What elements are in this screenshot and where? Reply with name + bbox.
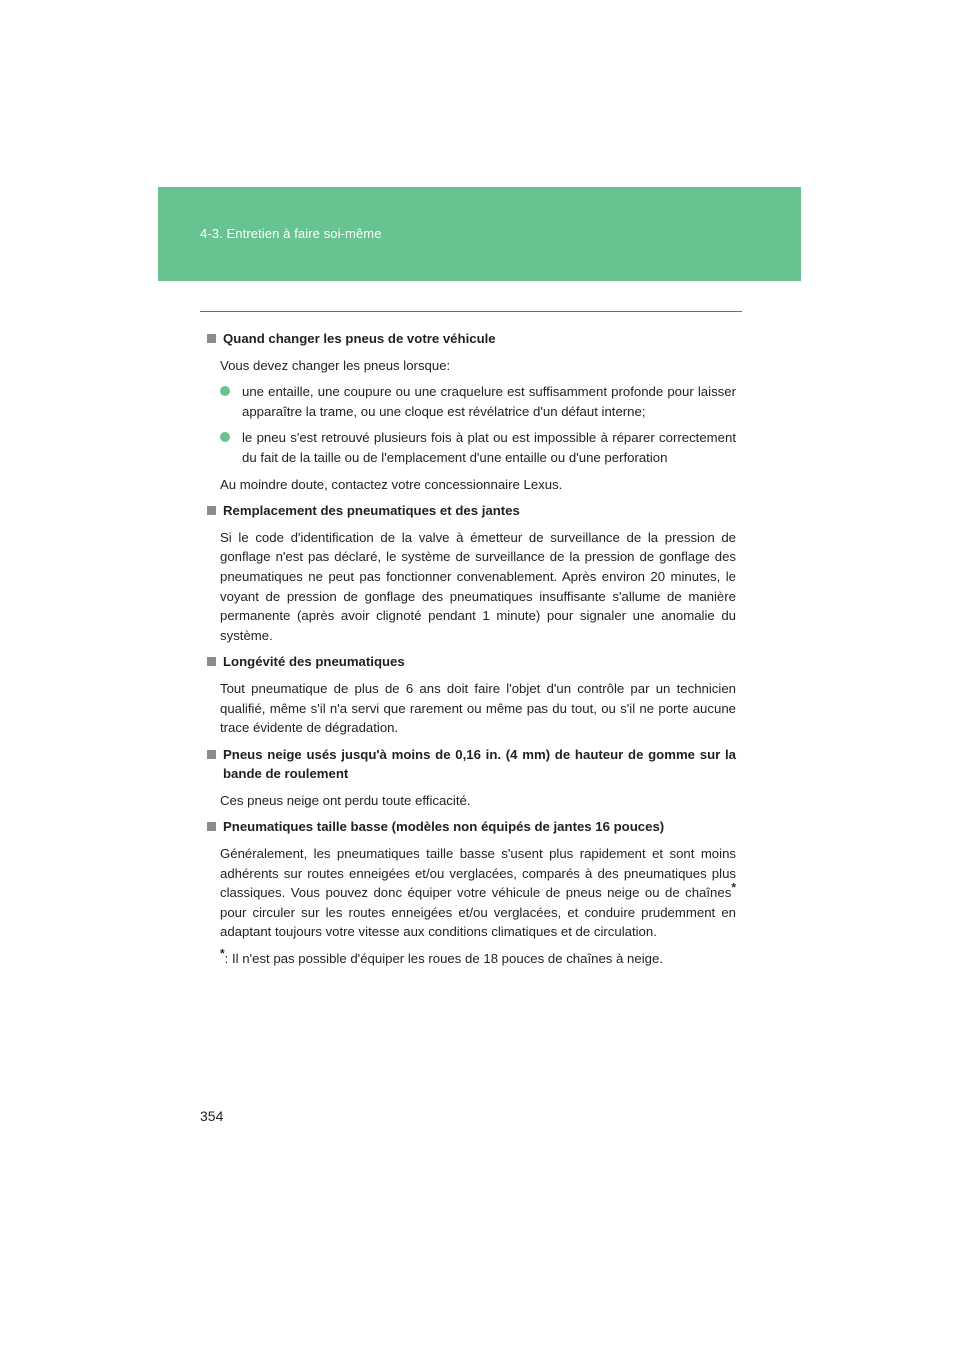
square-bullet-icon <box>207 657 216 666</box>
paragraph: Généralement, les pneumatiques taille basse s'usent plus rapidement et sont moins adhérents sur routes enneigées et/ou verglacées, comparés à des pneumatiques plus classiques. Vous pouvez donc équiper votre véhicule de pneus neige ou de chaînes* pour circuler sur les routes enneigées et/ou verglacées, et conduire prudemment en adaptant toujours votre vitesse aux conditions climatiques et de circulation. <box>220 846 736 940</box>
list-item: une entaille, une coupure ou une craquelure est suffisamment profonde pour laisser apparaître la trame, ou une cloque est révélatrice d'un défaut interne; <box>220 382 736 421</box>
paragraph: Ces pneus neige ont perdu toute efficacité. <box>220 792 471 808</box>
square-bullet-icon <box>207 334 216 343</box>
section-title: 4-3. Entretien à faire soi-même <box>200 226 382 241</box>
square-bullet-icon <box>207 506 216 515</box>
footnote: *: Il n'est pas possible d'équiper les roues de 18 pouces de chaînes à neige. <box>220 946 663 967</box>
circle-bullet-icon <box>220 386 230 396</box>
circle-bullet-icon <box>220 432 230 442</box>
section-heading: Pneumatiques taille basse (modèles non équipés de jantes 16 pouces) <box>207 817 736 837</box>
paragraph: Si le code d'identification de la valve à émetteur de surveillance de la pression de gonflage n'est pas déclaré, le système de surveillance de la pression de gonflage des pneumatiques ne peut pas fonctionner convenablement. Après environ 20 minutes, le voyant de pression de gonflage des pneumatiques insuffisante s'allume de manière permanente (après avoir clignoté pendant 1 minute) pour signaler une anomalie du système. <box>220 529 736 643</box>
footnote-marker: * <box>731 880 736 895</box>
paragraph: Tout pneumatique de plus de 6 ans doit faire l'objet d'un contrôle par un technicien qualifié, même s'il n'a servi que rarement ou même pas du tout, ou s'il ne porte aucune trace évidente de dégradation. <box>220 680 736 736</box>
section-heading: Quand changer les pneus de votre véhicule <box>207 329 736 349</box>
section-heading: Remplacement des pneumatiques et des jantes <box>207 501 736 521</box>
page-number: 354 <box>200 1108 224 1124</box>
paragraph: Au moindre doute, contactez votre concessionnaire Lexus. <box>220 476 563 492</box>
square-bullet-icon <box>207 750 216 759</box>
divider <box>200 311 742 312</box>
section-heading: Longévité des pneumatiques <box>207 652 736 672</box>
list-item: le pneu s'est retrouvé plusieurs fois à plat ou est impossible à réparer correctement du fait de la taille ou de l'emplacement d'une entaille ou d'une perforation <box>220 428 736 467</box>
page-content <box>207 329 736 969</box>
footnote-marker: * <box>220 946 225 961</box>
paragraph: Vous devez changer les pneus lorsque: <box>220 357 451 373</box>
section-heading: Pneus neige usés jusqu'à moins de 0,16 in. (4 mm) de hauteur de gomme sur la bande de roulement <box>207 745 736 784</box>
square-bullet-icon <box>207 822 216 831</box>
